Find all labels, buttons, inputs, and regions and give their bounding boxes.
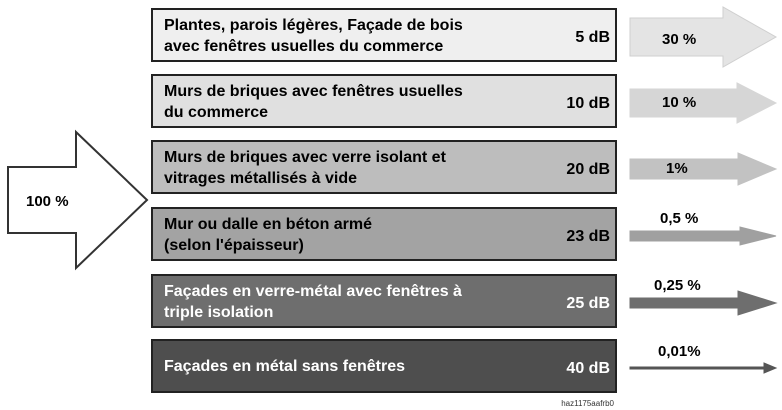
row-output-arrow xyxy=(630,153,776,185)
row-5 xyxy=(152,275,776,327)
input-arrow-label: 100 % xyxy=(26,193,69,210)
image-code: haz1175aafrb0 xyxy=(561,399,614,408)
row-description-line-2: avec fenêtres usuelles du commerce xyxy=(164,38,444,55)
row-description-line-2: triple isolation xyxy=(164,304,274,321)
row-description-line-1: Plantes, parois légères, Façade de bois xyxy=(164,17,463,34)
row-db-value: 40 dB xyxy=(566,360,610,377)
row-db-value: 5 dB xyxy=(575,29,610,46)
row-description-line-1: Mur ou dalle en béton armé xyxy=(164,216,373,233)
row-output-arrow xyxy=(630,7,776,67)
input-arrow xyxy=(8,132,147,268)
row-percent: 30 % xyxy=(662,31,697,48)
row-percent: 10 % xyxy=(662,94,697,111)
row-1 xyxy=(152,7,776,67)
row-description-line-1: Murs de briques avec fenêtres usuelles xyxy=(164,83,463,100)
row-output-arrow xyxy=(630,227,776,245)
row-percent: 1% xyxy=(666,160,688,177)
row-db-value: 23 dB xyxy=(566,228,610,245)
row-4 xyxy=(152,208,776,260)
row-3 xyxy=(152,141,776,193)
row-description-line-2: (selon l'épaisseur) xyxy=(164,237,304,254)
row-description-line-1: Façades en métal sans fenêtres xyxy=(164,358,406,375)
row-output-arrow xyxy=(630,363,776,373)
row-description-line-1: Murs de briques avec verre isolant et xyxy=(164,149,446,166)
rows xyxy=(152,7,776,392)
row-percent: 0,25 % xyxy=(654,277,701,294)
row-db-value: 25 dB xyxy=(566,295,610,312)
row-db-value: 10 dB xyxy=(566,95,610,112)
row-6 xyxy=(152,340,776,392)
row-description-line-1: Façades en verre-métal avec fenêtres à xyxy=(164,283,462,300)
row-output-arrow xyxy=(630,83,776,123)
row-output-arrow xyxy=(630,291,776,315)
row-description-line-2: du commerce xyxy=(164,104,269,121)
row-2 xyxy=(152,75,776,127)
row-percent: 0,5 % xyxy=(660,210,699,227)
row-percent: 0,01% xyxy=(658,343,701,360)
row-db-value: 20 dB xyxy=(566,161,610,178)
row-description-line-2: vitrages métallisés à vide xyxy=(164,170,357,187)
